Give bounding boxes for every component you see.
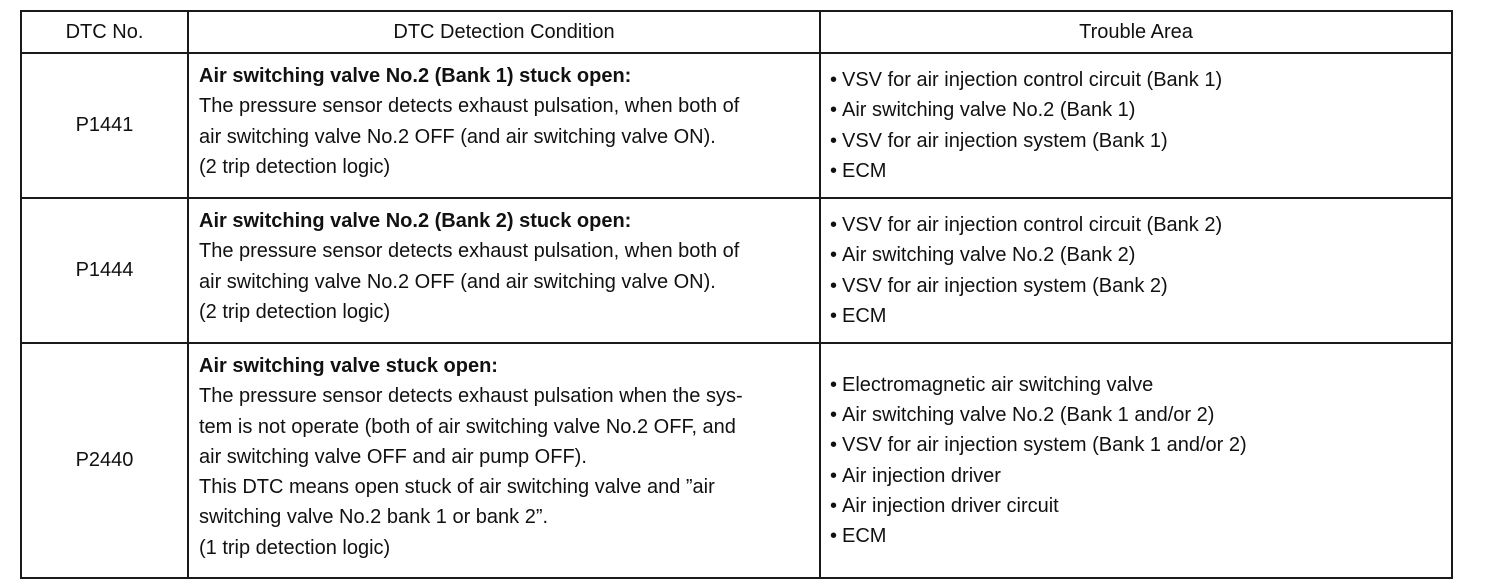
table-row: [21, 198, 1452, 343]
condition-title: Air switching valve No.2 (Bank 2) stuck open:: [199, 210, 632, 232]
condition-title: Air switching valve stuck open:: [199, 355, 498, 377]
dtc-code: P2440: [21, 343, 188, 578]
trouble-area: [820, 343, 1452, 578]
condition-title: Air switching valve No.2 (Bank 1) stuck open:: [199, 65, 632, 87]
list-item: • Air switching valve No.2 (Bank 1): [830, 95, 1441, 125]
condition-line: This DTC means open stuck of air switching valve and ”air: [199, 476, 715, 499]
header-detection-condition: DTC Detection Condition: [188, 11, 820, 53]
list-item: • ECM: [830, 301, 1441, 331]
table-row: [21, 53, 1452, 198]
condition-line: (2 trip detection logic): [199, 300, 391, 323]
dtc-code: P1441: [21, 53, 188, 198]
list-item: • VSV for air injection control circuit (Bank 2): [830, 210, 1441, 240]
list-item: • Air switching valve No.2 (Bank 2): [830, 240, 1441, 270]
list-item: • VSV for air injection system (Bank 1): [830, 126, 1441, 156]
header-dtc-no: DTC No.: [21, 11, 188, 53]
list-item: • VSV for air injection system (Bank 2): [830, 271, 1441, 301]
header-trouble-area: Trouble Area: [820, 11, 1452, 53]
table-row: [21, 343, 1452, 578]
dtc-table: [20, 10, 1453, 579]
condition-line: switching valve No.2 bank 1 or bank 2”.: [199, 506, 549, 529]
trouble-area-list: [830, 65, 1441, 186]
list-item: • Electromagnetic air switching valve: [830, 370, 1441, 400]
condition-line: The pressure sensor detects exhaust pulsation when the sys-: [199, 385, 743, 408]
detection-condition: [188, 198, 820, 343]
trouble-area-list: [830, 370, 1441, 552]
condition-line: air switching valve No.2 OFF (and air switching valve ON).: [199, 270, 716, 293]
dtc-code: P1444: [21, 198, 188, 343]
condition-line: air switching valve OFF and air pump OFF).: [199, 445, 587, 468]
condition-line: air switching valve No.2 OFF (and air switching valve ON).: [199, 125, 716, 148]
condition-line: The pressure sensor detects exhaust pulsation, when both of: [199, 95, 740, 118]
list-item: • Air injection driver: [830, 461, 1441, 491]
condition-line: The pressure sensor detects exhaust pulsation, when both of: [199, 240, 740, 263]
trouble-area-list: [830, 210, 1441, 331]
trouble-area: [820, 53, 1452, 198]
condition-line: tem is not operate (both of air switching valve No.2 OFF, and: [199, 415, 736, 438]
list-item: • Air switching valve No.2 (Bank 1 and/or 2): [830, 400, 1441, 430]
list-item: • VSV for air injection system (Bank 1 and/or 2): [830, 430, 1441, 460]
condition-line: (2 trip detection logic): [199, 155, 391, 178]
list-item: • VSV for air injection control circuit (Bank 1): [830, 65, 1441, 95]
condition-line: (1 trip detection logic): [199, 536, 391, 559]
detection-condition: [188, 53, 820, 198]
list-item: • ECM: [830, 156, 1441, 186]
list-item: • ECM: [830, 521, 1441, 551]
trouble-area: [820, 198, 1452, 343]
list-item: • Air injection driver circuit: [830, 491, 1441, 521]
detection-condition: [188, 343, 820, 578]
header-row: [21, 11, 1452, 53]
